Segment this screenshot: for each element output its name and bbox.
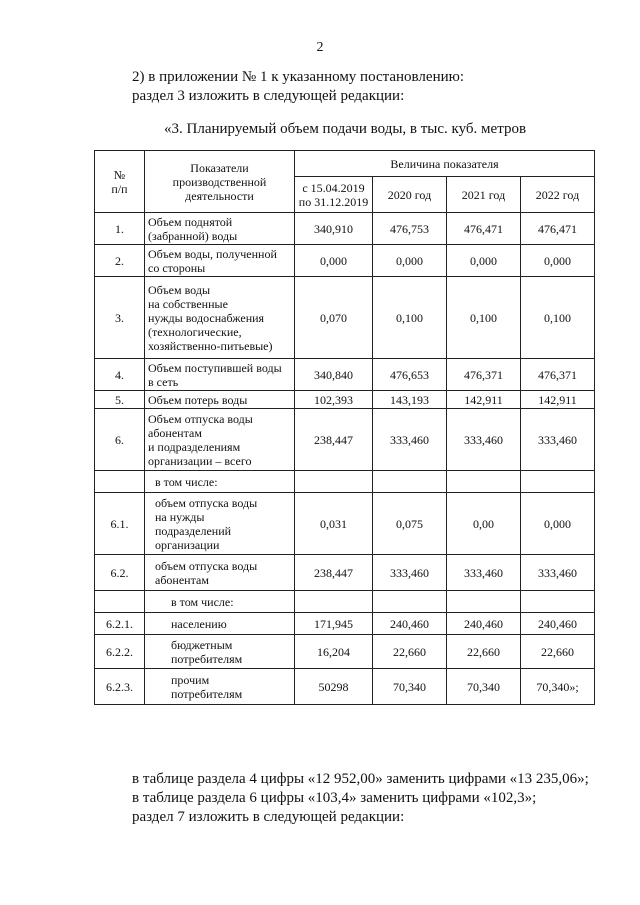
row-value: 476,371 — [447, 359, 521, 391]
row-indicator — [145, 213, 295, 245]
table-row — [95, 359, 595, 391]
header-num — [95, 151, 145, 213]
row-value — [373, 591, 447, 613]
table-row — [95, 277, 595, 359]
row-number: 6. — [95, 409, 145, 471]
row-value: 240,460 — [373, 613, 447, 635]
header-indicator-line: производственной — [172, 174, 267, 189]
footer-line: в таблице раздела 6 цифры «103,4» заменить цифрами «102,3»; — [132, 790, 537, 806]
row-indicator-line: потребителям — [171, 651, 243, 666]
row-indicator-line: потребителям — [171, 686, 243, 701]
row-indicator — [145, 669, 295, 705]
row-value — [373, 471, 447, 493]
header-num-line: п/п — [111, 181, 128, 196]
intro-line: раздел 3 изложить в следующей редакции: — [132, 88, 405, 104]
table-row — [95, 391, 595, 409]
row-value: 50298 — [295, 669, 373, 705]
table-row — [95, 213, 595, 245]
page-number: 2 — [316, 40, 324, 55]
row-indicator-line: в том числе: — [171, 594, 234, 609]
row-number: 4. — [95, 359, 145, 391]
row-value: 476,471 — [521, 213, 595, 245]
row-indicator-line: объем отпуска воды — [155, 558, 258, 573]
row-value: 0,000 — [447, 245, 521, 277]
header-num-line: № — [113, 167, 126, 182]
table-header — [95, 151, 595, 213]
row-value: 476,753 — [373, 213, 447, 245]
row-value: 0,070 — [295, 277, 373, 359]
row-value: 70,340 — [447, 669, 521, 705]
row-indicator — [145, 555, 295, 591]
row-value: 476,471 — [447, 213, 521, 245]
row-value — [521, 591, 595, 613]
intro-line: 2) в приложении № 1 к указанному постановлению: — [132, 69, 464, 85]
row-value — [447, 471, 521, 493]
row-indicator — [145, 471, 295, 493]
table-row — [95, 493, 595, 555]
row-number — [95, 471, 145, 493]
row-value: 340,910 — [295, 213, 373, 245]
row-value: 333,460 — [521, 555, 595, 591]
footer-line: раздел 7 изложить в следующей редакции: — [132, 809, 405, 825]
row-value: 238,447 — [295, 409, 373, 471]
row-indicator-line: и подразделениям — [148, 439, 241, 454]
row-indicator — [145, 245, 295, 277]
row-value: 0,100 — [447, 277, 521, 359]
row-value: 0,00 — [447, 493, 521, 555]
row-indicator-line: (забранной) воды — [148, 228, 238, 243]
row-indicator-line: бюджетным — [171, 637, 233, 652]
row-value: 0,100 — [373, 277, 447, 359]
header-period: 2020 год — [373, 177, 447, 213]
row-indicator — [145, 493, 295, 555]
row-value: 102,393 — [295, 391, 373, 409]
table-row — [95, 409, 595, 471]
row-indicator-line: Объем поднятой — [148, 214, 233, 229]
row-value: 0,075 — [373, 493, 447, 555]
row-indicator — [145, 391, 295, 409]
row-indicator-line: подразделений — [155, 523, 232, 538]
row-number: 1. — [95, 213, 145, 245]
row-number: 6.2.1. — [95, 613, 145, 635]
row-value: 333,460 — [373, 409, 447, 471]
row-indicator-line: объем отпуска воды — [155, 495, 258, 510]
row-indicator — [145, 409, 295, 471]
row-value: 476,653 — [373, 359, 447, 391]
table-row — [95, 245, 595, 277]
row-value: 333,460 — [521, 409, 595, 471]
row-value: 70,340»; — [521, 669, 595, 705]
header-period — [295, 177, 373, 213]
row-indicator-line: абонентам — [155, 572, 209, 587]
row-indicator-line: в сеть — [148, 374, 179, 389]
row-number: 6.2. — [95, 555, 145, 591]
water-supply-table — [94, 150, 595, 705]
header-period-line: по 31.12.2019 — [298, 194, 369, 209]
row-value: 143,193 — [373, 391, 447, 409]
row-value — [295, 591, 373, 613]
row-indicator-line: Объем отпуска воды — [148, 411, 253, 426]
row-indicator-line: населению — [171, 616, 227, 631]
row-value — [521, 471, 595, 493]
row-indicator-line: абонентам — [148, 425, 202, 440]
row-number: 6.1. — [95, 493, 145, 555]
row-value: 142,911 — [447, 391, 521, 409]
row-value: 0,000 — [521, 245, 595, 277]
row-value: 476,371 — [521, 359, 595, 391]
row-indicator-line: хозяйственно-питьевые) — [148, 338, 273, 353]
header-value-group: Величина показателя — [295, 151, 595, 177]
row-indicator-line: на нужды — [155, 509, 205, 524]
table-row — [95, 555, 595, 591]
row-indicator-line: нужды водоснабжения — [148, 310, 265, 325]
row-value: 238,447 — [295, 555, 373, 591]
row-value: 0,000 — [373, 245, 447, 277]
row-value: 340,840 — [295, 359, 373, 391]
row-indicator — [145, 635, 295, 669]
row-value: 240,460 — [447, 613, 521, 635]
row-value — [447, 591, 521, 613]
table-body — [95, 213, 595, 705]
table-row — [95, 471, 595, 493]
row-value: 16,204 — [295, 635, 373, 669]
table-title: «3. Планируемый объем подачи воды, в тыс. куб. метров — [164, 121, 527, 137]
row-indicator — [145, 359, 295, 391]
row-number: 6.2.3. — [95, 669, 145, 705]
header-indicator-line: деятельности — [185, 188, 254, 203]
row-value: 240,460 — [521, 613, 595, 635]
row-value: 22,660 — [373, 635, 447, 669]
table-row — [95, 635, 595, 669]
row-value: 171,945 — [295, 613, 373, 635]
footer-line: в таблице раздела 4 цифры «12 952,00» заменить цифрами «13 235,06»; — [132, 771, 589, 787]
row-indicator-line: Объем воды — [148, 282, 211, 297]
row-indicator-line: организации — [155, 537, 220, 552]
row-number — [95, 591, 145, 613]
row-number: 6.2.2. — [95, 635, 145, 669]
row-value: 0,031 — [295, 493, 373, 555]
row-value: 0,000 — [295, 245, 373, 277]
header-period: 2021 год — [447, 177, 521, 213]
row-number: 3. — [95, 277, 145, 359]
row-value — [295, 471, 373, 493]
row-value: 333,460 — [373, 555, 447, 591]
row-value: 22,660 — [447, 635, 521, 669]
row-value: 0,100 — [521, 277, 595, 359]
row-indicator — [145, 613, 295, 635]
header-period: 2022 год — [521, 177, 595, 213]
row-value: 0,000 — [521, 493, 595, 555]
row-indicator-line: на собственные — [148, 296, 228, 311]
table-row — [95, 591, 595, 613]
footer-paragraph — [132, 770, 589, 827]
row-indicator-line: Объем потерь воды — [148, 392, 248, 407]
row-indicator-line: со стороны — [148, 260, 206, 275]
row-indicator-line: Объем воды, полученной — [148, 246, 277, 261]
row-indicator — [145, 277, 295, 359]
row-value: 22,660 — [521, 635, 595, 669]
table-row — [95, 613, 595, 635]
row-indicator-line: в том числе: — [155, 474, 218, 489]
row-indicator-line: организации – всего — [148, 453, 252, 468]
row-indicator-line: прочим — [171, 672, 210, 687]
header-indicator-line: Показатели — [190, 160, 249, 175]
row-value: 333,460 — [447, 555, 521, 591]
row-value: 333,460 — [447, 409, 521, 471]
row-number: 5. — [95, 391, 145, 409]
row-indicator-line: Объем поступившей воды — [148, 360, 282, 375]
header-period-line: с 15.04.2019 — [302, 180, 365, 195]
row-value: 142,911 — [521, 391, 595, 409]
header-indicator — [145, 151, 295, 213]
intro-paragraph — [132, 68, 464, 106]
row-indicator-line: (технологические, — [148, 324, 242, 339]
row-number: 2. — [95, 245, 145, 277]
table-row — [95, 669, 595, 705]
row-indicator — [145, 591, 295, 613]
row-value: 70,340 — [373, 669, 447, 705]
